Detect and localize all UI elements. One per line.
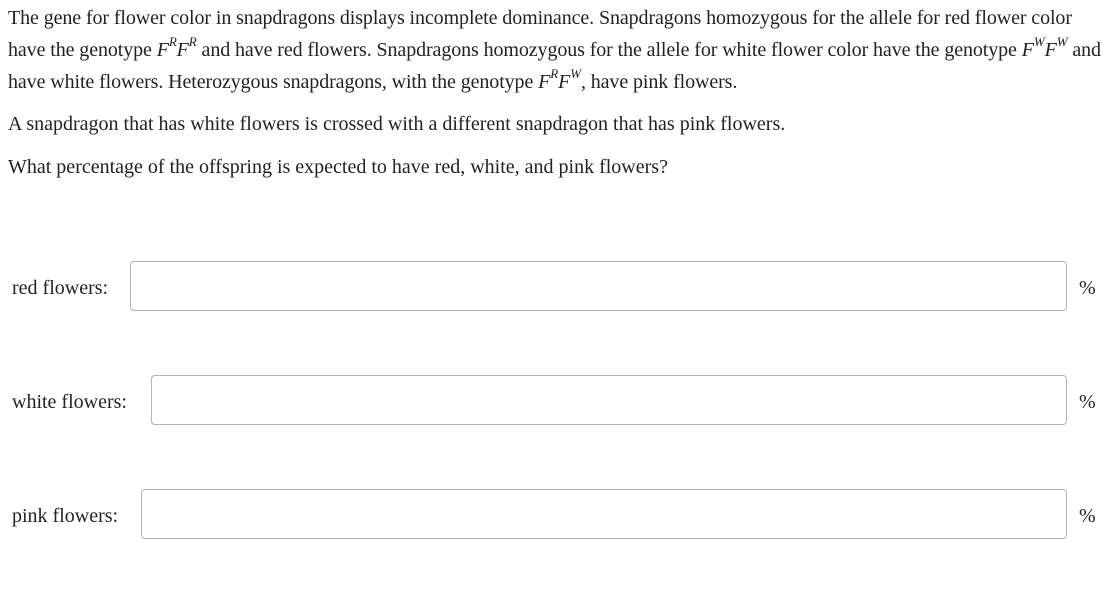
red-percent-unit: % bbox=[1079, 277, 1096, 299]
red-flowers-label: red flowers: bbox=[12, 277, 109, 299]
answer-row-pink bbox=[12, 489, 1106, 543]
genotype-pink-allele-2: W bbox=[570, 66, 581, 82]
genotype-white bbox=[1021, 34, 1068, 61]
question-intro bbox=[8, 2, 1108, 98]
genotype-red-allele-1: R bbox=[168, 34, 177, 50]
cross-statement: A snapdragon that has white flowers is crossed with a different snapdragon that has pink flowers. bbox=[8, 113, 786, 135]
genotype-pink-base-1: F bbox=[538, 71, 551, 93]
answer-row-red bbox=[12, 261, 1106, 315]
genotype-white-allele-1: W bbox=[1033, 34, 1045, 50]
genotype-pink-base-2: F bbox=[558, 71, 571, 93]
genotype-pink-allele-1: R bbox=[550, 66, 559, 82]
genotype-white-allele-2: W bbox=[1056, 34, 1068, 50]
question-prompt: What percentage of the offspring is expected to have red, white, and pink flowers? bbox=[8, 156, 668, 178]
white-flowers-input[interactable] bbox=[151, 375, 1067, 425]
genotype-red bbox=[156, 34, 197, 61]
genotype-red-base-1: F bbox=[156, 39, 169, 61]
genotype-pink bbox=[538, 66, 581, 93]
white-flowers-label: white flowers: bbox=[12, 391, 127, 413]
intro-text-2: and have red flowers. Snapdragons homozygous for the allele for white flower color have the genotype bbox=[196, 39, 1022, 61]
genotype-white-base-1: F bbox=[1021, 39, 1034, 61]
genotype-red-base-2: F bbox=[176, 39, 189, 61]
question-block bbox=[8, 2, 1108, 194]
genotype-white-base-2: F bbox=[1044, 39, 1057, 61]
pink-flowers-label: pink flowers: bbox=[12, 505, 119, 527]
pink-percent-unit: % bbox=[1079, 505, 1096, 527]
intro-text-1: The gene for flower color in snapdragons displays incomplete dominance. Snapdragons homozygous for the allele for red flower color have the genotype bbox=[8, 7, 1072, 61]
intro-text-3: and have white flowers. Heterozygous snapdragons, with the genotype bbox=[8, 39, 1101, 93]
red-flowers-input[interactable] bbox=[130, 261, 1067, 311]
white-percent-unit: % bbox=[1079, 391, 1096, 413]
pink-flowers-input[interactable] bbox=[141, 489, 1067, 539]
genotype-red-allele-2: R bbox=[188, 34, 197, 50]
answer-row-white bbox=[12, 375, 1106, 429]
intro-text-4: , have pink flowers. bbox=[580, 71, 738, 93]
